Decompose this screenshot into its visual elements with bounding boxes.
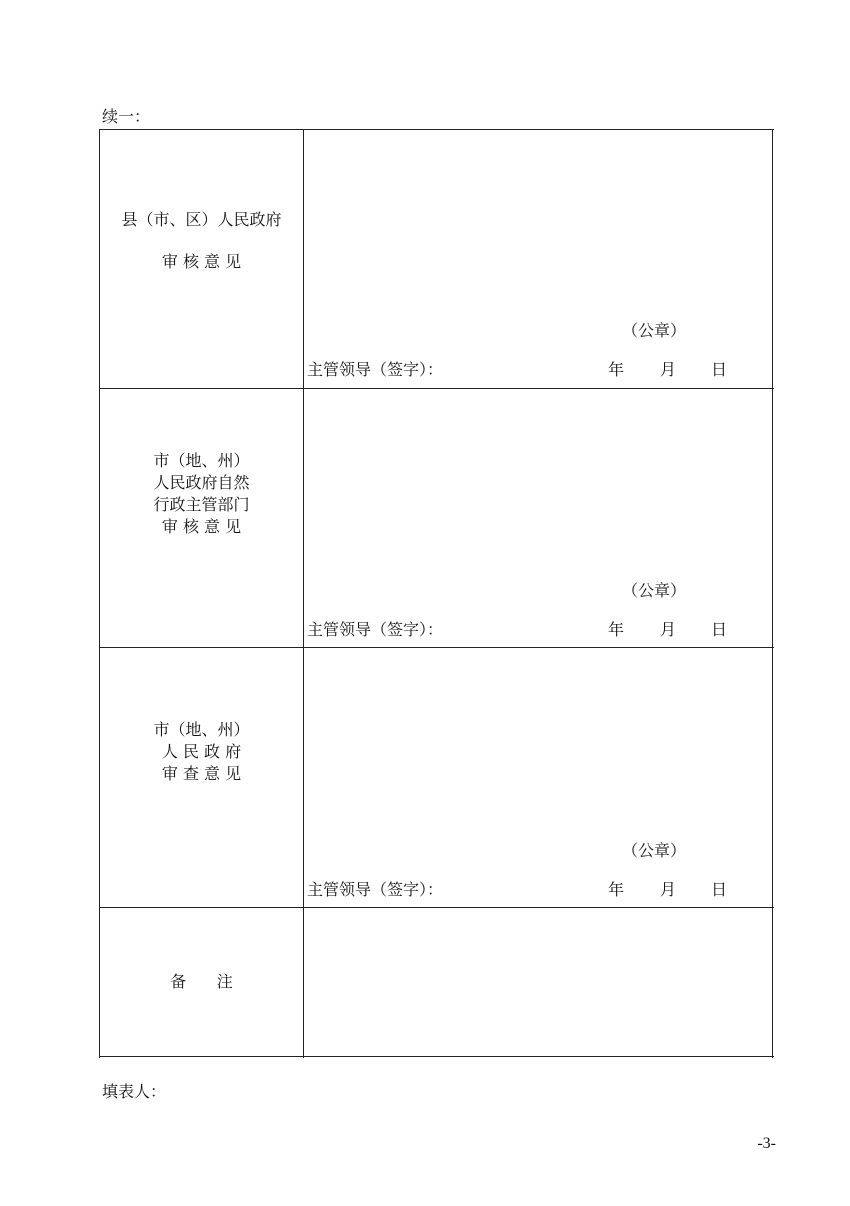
year-label: 年: [608, 880, 625, 899]
page-number: -3-: [757, 1135, 776, 1152]
leader-signature-label: 主管领导（签字）：: [307, 880, 444, 899]
day-label: 日: [711, 880, 728, 899]
title-line: 审 核 意 见: [161, 516, 242, 536]
official-seal-label: （公章）: [622, 321, 687, 340]
county-review-title: [99, 129, 304, 388]
title-line: 审 查 意 见: [161, 764, 242, 783]
approval-form-table: [99, 129, 774, 1058]
leader-signature-label: 主管领导（签字）：: [307, 620, 444, 639]
official-seal-label: （公章）: [622, 581, 687, 600]
month-label: 月: [660, 880, 677, 899]
city-government-review-title: [99, 647, 304, 907]
title-line: 人 民 政 府: [161, 742, 242, 761]
form-filler-label: 填表人：: [102, 1082, 167, 1101]
city-natural-resources-review-title: [99, 388, 304, 647]
title-line: 审 核 意 见: [161, 251, 242, 271]
title-line: 行政主管部门: [153, 494, 250, 514]
continued-label: 续一：: [102, 107, 151, 126]
title-line: 市（地、州）: [153, 720, 250, 739]
year-label: 年: [608, 360, 625, 379]
remarks-title: [99, 907, 304, 1056]
day-label: 日: [711, 620, 728, 639]
year-label: 年: [608, 620, 625, 639]
table-border-bottom: [99, 1056, 774, 1057]
official-seal-label: （公章）: [622, 841, 687, 860]
leader-signature-label: 主管领导（签字）：: [307, 360, 444, 379]
title-line: 市（地、州）: [153, 450, 250, 470]
table-border-right: [772, 129, 773, 1058]
title-line: 备 注: [170, 971, 233, 991]
month-label: 月: [660, 360, 677, 379]
title-line: 人民政府自然: [153, 472, 250, 492]
title-line: 县（市、区）人民政府: [121, 209, 282, 229]
day-label: 日: [711, 360, 728, 379]
month-label: 月: [660, 620, 677, 639]
